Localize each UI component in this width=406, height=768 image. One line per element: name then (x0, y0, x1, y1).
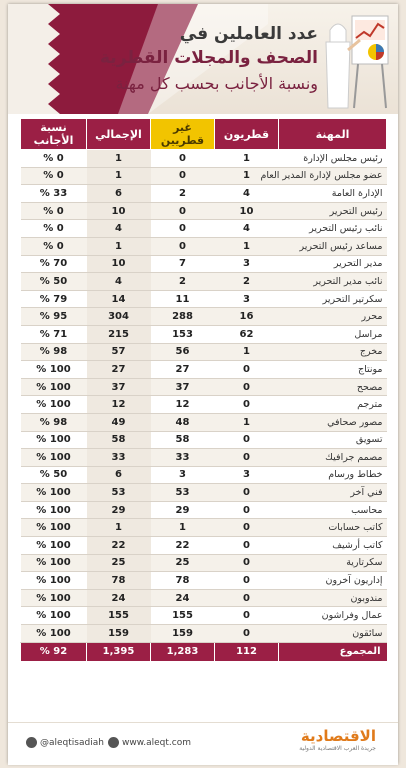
row-job: سكرتارية (279, 554, 387, 572)
table-row (21, 607, 387, 625)
row-non-qatari: 2 (151, 185, 215, 203)
row-foreign-pct: 100 % (21, 431, 87, 449)
row-total: 53 (87, 484, 151, 502)
row-qatari: 0 (215, 572, 279, 590)
table-row (21, 343, 387, 361)
row-total: 27 (87, 361, 151, 379)
row-foreign-pct: 95 % (21, 308, 87, 326)
row-job: خطاط ورسام (279, 466, 387, 484)
table-row (21, 185, 387, 203)
row-job: مدير التحرير (279, 255, 387, 273)
row-total: 304 (87, 308, 151, 326)
row-qatari: 0 (215, 396, 279, 414)
row-qatari: 0 (215, 537, 279, 555)
row-foreign-pct: 100 % (21, 607, 87, 625)
row-non-qatari: 155 (151, 607, 215, 625)
row-qatari: 10 (215, 202, 279, 220)
row-total: 33 (87, 449, 151, 467)
globe-icon (108, 737, 119, 748)
employee-table (20, 118, 387, 661)
title-line-1: عدد العاملين في (179, 24, 318, 44)
row-qatari: 0 (215, 378, 279, 396)
table-row (21, 519, 387, 537)
footer (8, 722, 398, 765)
table-row (21, 501, 387, 519)
brand-logo (299, 727, 376, 752)
table-row (21, 554, 387, 572)
table-row (21, 537, 387, 555)
total-non-qatari: 1,283 (151, 642, 215, 661)
table-row (21, 150, 387, 168)
row-non-qatari: 48 (151, 413, 215, 431)
row-qatari: 2 (215, 273, 279, 291)
row-foreign-pct: 0 % (21, 150, 87, 168)
row-non-qatari: 0 (151, 237, 215, 255)
row-job: عمال وفراشون (279, 607, 387, 625)
row-job: محاسب (279, 501, 387, 519)
row-qatari: 1 (215, 343, 279, 361)
row-job: تسويق (279, 431, 387, 449)
row-non-qatari: 11 (151, 290, 215, 308)
row-non-qatari: 2 (151, 273, 215, 291)
table-row (21, 325, 387, 343)
row-qatari: 0 (215, 519, 279, 537)
twitter-handle[interactable] (26, 737, 104, 748)
row-job: مراسل (279, 325, 387, 343)
row-foreign-pct: 33 % (21, 185, 87, 203)
row-total: 1 (87, 167, 151, 185)
row-job: مخرج (279, 343, 387, 361)
table-row (21, 255, 387, 273)
twitter-icon (26, 737, 37, 748)
row-foreign-pct: 100 % (21, 449, 87, 467)
row-non-qatari: 58 (151, 431, 215, 449)
header-banner (8, 4, 398, 114)
total-label: المجموع (279, 642, 387, 661)
row-qatari: 0 (215, 501, 279, 519)
row-non-qatari: 27 (151, 361, 215, 379)
row-job: نائب رئيس التحرير (279, 220, 387, 238)
row-qatari: 0 (215, 431, 279, 449)
row-non-qatari: 25 (151, 554, 215, 572)
row-foreign-pct: 100 % (21, 396, 87, 414)
row-foreign-pct: 100 % (21, 519, 87, 537)
row-foreign-pct: 100 % (21, 589, 87, 607)
row-qatari: 0 (215, 607, 279, 625)
table-row (21, 625, 387, 643)
row-total: 57 (87, 343, 151, 361)
table-row (21, 572, 387, 590)
row-job: سكرتير التحرير (279, 290, 387, 308)
presenter-illustration-icon (318, 10, 394, 110)
row-job: مندوبون (279, 589, 387, 607)
row-job: فني آخر (279, 484, 387, 502)
row-job: مصحح (279, 378, 387, 396)
website-link[interactable] (108, 737, 191, 748)
row-foreign-pct: 100 % (21, 537, 87, 555)
row-total: 14 (87, 290, 151, 308)
row-foreign-pct: 70 % (21, 255, 87, 273)
row-foreign-pct: 98 % (21, 413, 87, 431)
row-job: عضو مجلس لإدارة المدير العام (279, 167, 387, 185)
row-total: 25 (87, 554, 151, 572)
row-qatari: 3 (215, 255, 279, 273)
row-non-qatari: 0 (151, 150, 215, 168)
table-row (21, 413, 387, 431)
row-foreign-pct: 100 % (21, 378, 87, 396)
row-job: الإدارة العامة (279, 185, 387, 203)
row-job: مصمم جرافيك (279, 449, 387, 467)
row-total: 4 (87, 273, 151, 291)
row-foreign-pct: 0 % (21, 237, 87, 255)
website-text: www.aleqt.com (122, 737, 191, 748)
row-total: 1 (87, 150, 151, 168)
col-header-foreign-pct: نسبة الأجانب (21, 119, 87, 150)
row-total: 10 (87, 255, 151, 273)
row-non-qatari: 33 (151, 449, 215, 467)
table-header-row (21, 119, 387, 150)
table-row (21, 378, 387, 396)
data-table-wrapper (20, 118, 386, 661)
row-job: رئيس التحرير (279, 202, 387, 220)
row-foreign-pct: 98 % (21, 343, 87, 361)
row-qatari: 1 (215, 413, 279, 431)
col-header-qatari: قطريون (215, 119, 279, 150)
row-non-qatari: 0 (151, 167, 215, 185)
row-non-qatari: 3 (151, 466, 215, 484)
row-total: 24 (87, 589, 151, 607)
table-row (21, 431, 387, 449)
row-job: سائقون (279, 625, 387, 643)
row-job: كاتب حسابات (279, 519, 387, 537)
row-total: 159 (87, 625, 151, 643)
total-foreign-pct: 92 % (21, 642, 87, 661)
row-qatari: 0 (215, 625, 279, 643)
row-qatari: 1 (215, 167, 279, 185)
row-qatari: 0 (215, 361, 279, 379)
row-total: 29 (87, 501, 151, 519)
row-qatari: 62 (215, 325, 279, 343)
row-qatari: 1 (215, 237, 279, 255)
row-total: 6 (87, 185, 151, 203)
row-foreign-pct: 100 % (21, 554, 87, 572)
total-qatari: 112 (215, 642, 279, 661)
row-qatari: 3 (215, 466, 279, 484)
table-row (21, 484, 387, 502)
table-row (21, 220, 387, 238)
row-non-qatari: 37 (151, 378, 215, 396)
row-foreign-pct: 100 % (21, 501, 87, 519)
infographic-card (8, 4, 398, 764)
row-non-qatari: 288 (151, 308, 215, 326)
row-total: 22 (87, 537, 151, 555)
row-job: كاتب أرشيف (279, 537, 387, 555)
table-row (21, 290, 387, 308)
col-header-total: الإجمالي (87, 119, 151, 150)
row-job: محرر (279, 308, 387, 326)
table-row (21, 449, 387, 467)
row-total: 49 (87, 413, 151, 431)
row-foreign-pct: 100 % (21, 361, 87, 379)
table-row (21, 237, 387, 255)
row-qatari: 0 (215, 589, 279, 607)
row-total: 1 (87, 519, 151, 537)
table-row (21, 202, 387, 220)
row-total: 12 (87, 396, 151, 414)
brand-name: الاقتصادية (300, 727, 376, 745)
row-qatari: 0 (215, 484, 279, 502)
table-row (21, 167, 387, 185)
row-non-qatari: 53 (151, 484, 215, 502)
row-qatari: 1 (215, 150, 279, 168)
twitter-text: @aleqtisadiah (40, 737, 104, 748)
row-foreign-pct: 100 % (21, 484, 87, 502)
row-total: 58 (87, 431, 151, 449)
row-foreign-pct: 79 % (21, 290, 87, 308)
row-non-qatari: 78 (151, 572, 215, 590)
row-job: مترجم (279, 396, 387, 414)
total-total: 1,395 (87, 642, 151, 661)
row-foreign-pct: 100 % (21, 625, 87, 643)
row-qatari: 0 (215, 554, 279, 572)
row-foreign-pct: 0 % (21, 220, 87, 238)
row-qatari: 4 (215, 185, 279, 203)
table-row (21, 396, 387, 414)
row-job: إداريون آخرون (279, 572, 387, 590)
table-row (21, 361, 387, 379)
row-non-qatari: 159 (151, 625, 215, 643)
row-qatari: 16 (215, 308, 279, 326)
row-total: 1 (87, 237, 151, 255)
row-total: 4 (87, 220, 151, 238)
row-non-qatari: 12 (151, 396, 215, 414)
row-total: 78 (87, 572, 151, 590)
row-foreign-pct: 50 % (21, 466, 87, 484)
title-line-2: الصحف والمجلات القطرية (100, 48, 318, 68)
row-non-qatari: 153 (151, 325, 215, 343)
row-total: 215 (87, 325, 151, 343)
row-non-qatari: 1 (151, 519, 215, 537)
row-total: 37 (87, 378, 151, 396)
table-row (21, 466, 387, 484)
table-row (21, 308, 387, 326)
row-non-qatari: 56 (151, 343, 215, 361)
row-foreign-pct: 50 % (21, 273, 87, 291)
col-header-non-qatari: غير قطريين (151, 119, 215, 150)
row-foreign-pct: 71 % (21, 325, 87, 343)
row-non-qatari: 0 (151, 220, 215, 238)
row-total: 6 (87, 466, 151, 484)
row-total: 10 (87, 202, 151, 220)
row-foreign-pct: 0 % (21, 167, 87, 185)
row-total: 155 (87, 607, 151, 625)
row-non-qatari: 7 (151, 255, 215, 273)
row-qatari: 0 (215, 449, 279, 467)
row-non-qatari: 24 (151, 589, 215, 607)
row-non-qatari: 0 (151, 202, 215, 220)
table-total-row (21, 642, 387, 661)
title-line-3: ونسبة الأجانب بحسب كل مهنة (115, 74, 318, 93)
table-row (21, 589, 387, 607)
row-job: نائب مدير التحرير (279, 273, 387, 291)
row-job: مساعد رئيس التحرير (279, 237, 387, 255)
row-qatari: 4 (215, 220, 279, 238)
row-job: مونتاج (279, 361, 387, 379)
row-qatari: 3 (215, 290, 279, 308)
row-non-qatari: 29 (151, 501, 215, 519)
row-foreign-pct: 100 % (21, 572, 87, 590)
table-row (21, 273, 387, 291)
row-job: رئيس مجلس الإدارة (279, 150, 387, 168)
row-job: مصور صحافي (279, 413, 387, 431)
col-header-job: المهنة (279, 119, 387, 150)
row-foreign-pct: 0 % (21, 202, 87, 220)
brand-subtitle: جريدة العرب الاقتصادية الدولية (299, 745, 376, 752)
row-non-qatari: 22 (151, 537, 215, 555)
